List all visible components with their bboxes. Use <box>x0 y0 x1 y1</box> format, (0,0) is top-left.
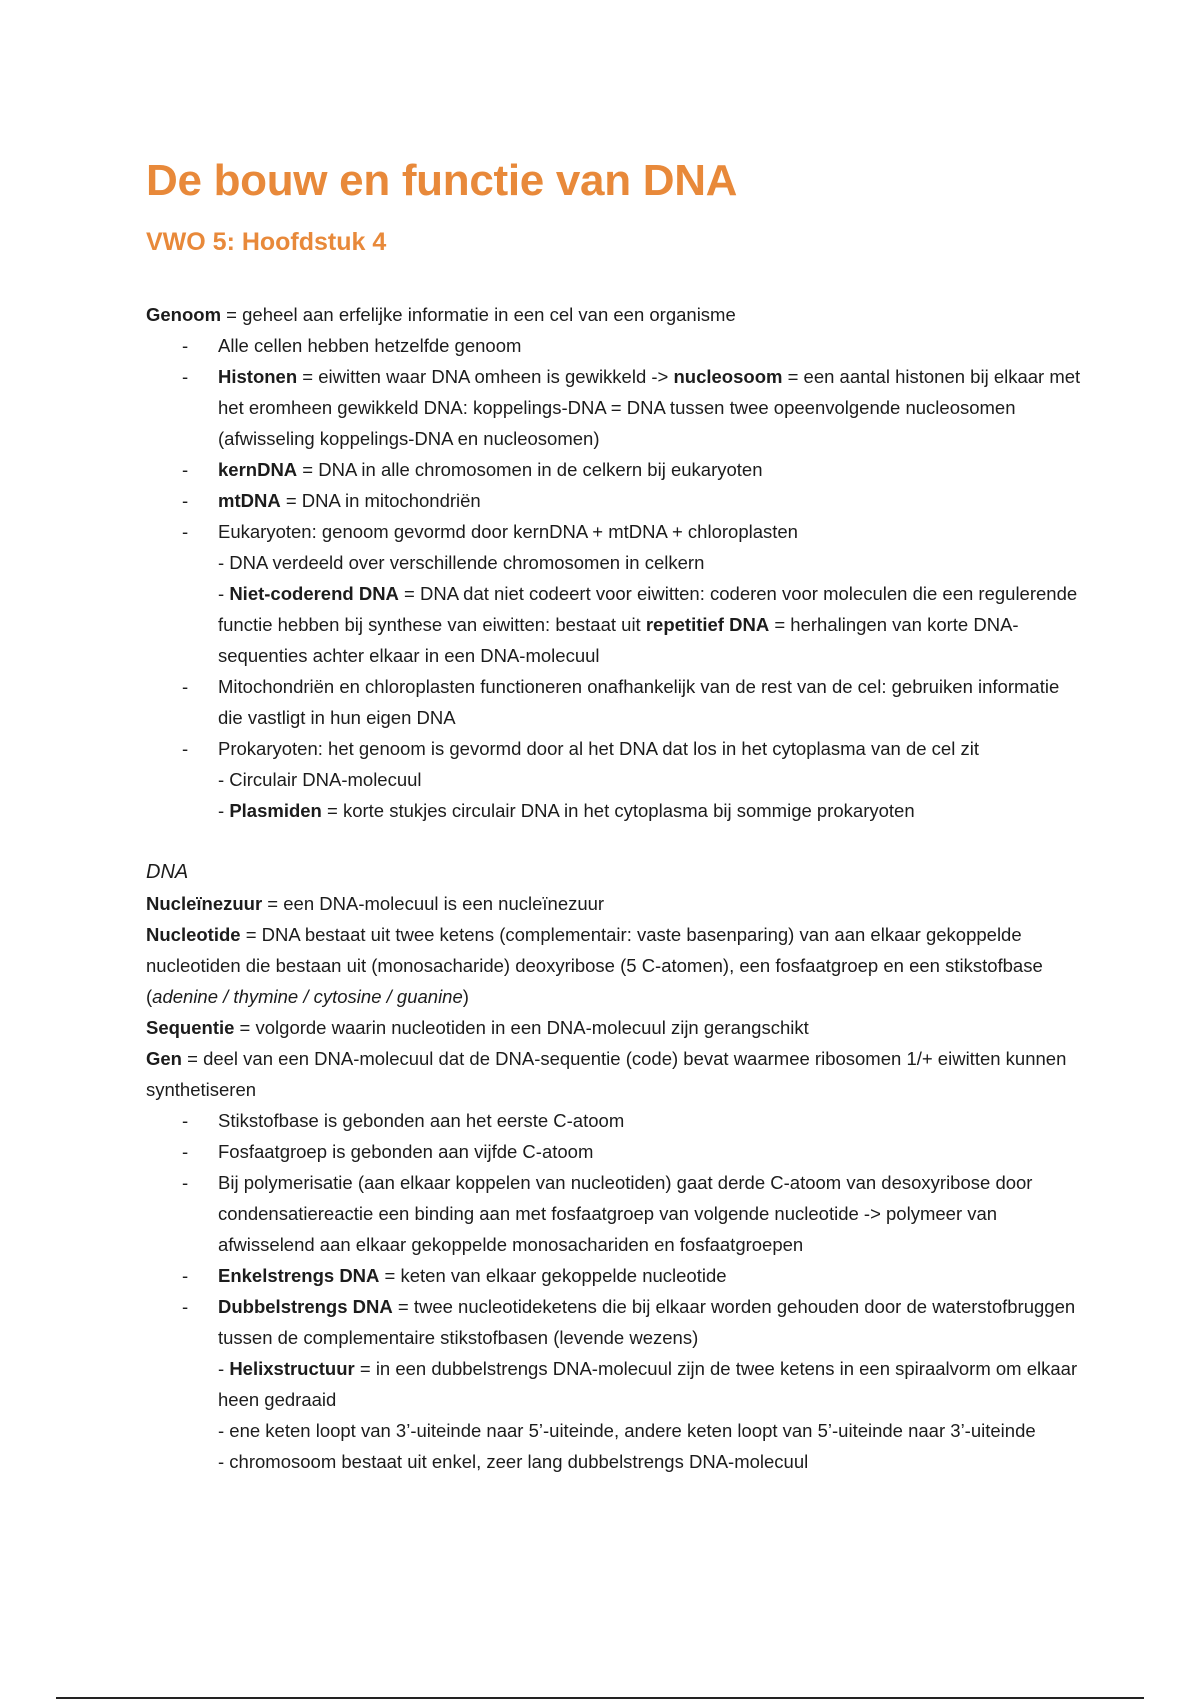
list-item: - kernDNA = DNA in alle chromosomen in de celkern bij eukaryoten <box>146 454 1086 485</box>
document-page <box>146 150 1086 1477</box>
sub-item: - Plasmiden = korte stukjes circulair DNA in het cytoplasma bij sommige prokaryoten <box>218 800 915 821</box>
list-item: - Alle cellen hebben hetzelfde genoom <box>146 330 1086 361</box>
list-item: - Prokaryoten: het genoom is gevormd door al het DNA dat los in het cytoplasma van de cel zit - Circulair DNA-molecuul - Plasmiden = korte stukjes circulair DNA in het cytoplasma bij sommige prokaryoten <box>146 733 1086 826</box>
term-genoom: Genoom <box>146 304 222 325</box>
genoom-definition: Genoom = geheel aan erfelijke informatie in een cel van een organisme <box>146 304 736 325</box>
sequentie-definition: Sequentie = volgorde waarin nucleotiden in een DNA-molecuul zijn gerangschikt <box>146 1017 809 1038</box>
list-item: - Stikstofbase is gebonden aan het eerste C-atoom <box>146 1105 1086 1136</box>
list-item: - mtDNA = DNA in mitochondriën <box>146 485 1086 516</box>
sub-item: - chromosoom bestaat uit enkel, zeer lang dubbelstrengs DNA-molecuul <box>218 1451 809 1472</box>
dna-list <box>146 1105 1086 1477</box>
list-item: - Mitochondriën en chloroplasten functioneren onafhankelijk van de rest van de cel: gebruiken informatie die vastligt in hun eigen DNA <box>146 671 1086 733</box>
page-title: De bouw en functie van DNA <box>146 156 738 205</box>
list-item: - Histonen = eiwitten waar DNA omheen is gewikkeld -> nucleosoom = een aantal histonen bij elkaar met het eromheen gewikkeld DNA: koppelings-DNA = DNA tussen twee opeenvolgende nucleosomen (afwisseling koppelings-DNA en nucleosomen) <box>146 361 1086 454</box>
sub-item: - DNA verdeeld over verschillende chromosomen in celkern <box>218 552 705 573</box>
list-item: - Enkelstrengs DNA = keten van elkaar gekoppelde nucleotide <box>146 1260 1086 1291</box>
list-item: - Fosfaatgroep is gebonden aan vijfde C-atoom <box>146 1136 1086 1167</box>
gen-definition: Gen = deel van een DNA-molecuul dat de DNA-sequentie (code) bevat waarmee ribosomen 1/+ eiwitten kunnen synthetiseren <box>146 1048 1067 1100</box>
section-heading-dna: DNA <box>146 861 189 883</box>
sub-item: - Niet-coderend DNA = DNA dat niet codeert voor eiwitten: coderen voor moleculen die een regulerende functie hebben bij synthese van eiwitten: bestaat uit repetitief DNA = herhalingen van korte DNA-sequenties achter elkaar in een DNA-molecuul <box>218 583 1078 666</box>
list-item: - Dubbelstrengs DNA = twee nucleotideketens die bij elkaar worden gehouden door de waterstofbruggen tussen de complementaire stikstofbasen (levende wezens) - Helixstructuur = in een dubbelstrengs DNA-molecuul zijn de twee ketens in een spiraalvorm om elkaar heen gedraaid - ene keten loopt van 3’-uiteinde naar 5’-uiteinde, andere keten loopt van 5’-uiteinde naar 3’-uiteinde - chromosoom bestaat uit enkel, zeer lang dubbelstrengs DNA-molecuul <box>146 1291 1086 1477</box>
footer-rule <box>56 1697 1144 1699</box>
sub-item: - ene keten loopt van 3’-uiteinde naar 5’-uiteinde, andere keten loopt van 5’-uiteinde naar 3’-uiteinde <box>218 1420 1036 1441</box>
page-subtitle: VWO 5: Hoofdstuk 4 <box>146 228 387 256</box>
sub-item: - Circulair DNA-molecuul <box>218 769 422 790</box>
list-item: - Eukaryoten: genoom gevormd door kernDNA + mtDNA + chloroplasten - DNA verdeeld over verschillende chromosomen in celkern - Niet-coderend DNA = DNA dat niet codeert voor eiwitten: coderen voor moleculen die een regulerende functie hebben bij synthese van eiwitten: bestaat uit repetitief DNA = herhalingen van korte DNA-sequenties achter elkaar in een DNA-molecuul <box>146 516 1086 671</box>
sub-item: - Helixstructuur = in een dubbelstrengs DNA-molecuul zijn de twee ketens in een spiraalvorm om elkaar heen gedraaid <box>218 1358 1078 1410</box>
nucleinezuur-definition: Nucleïnezuur = een DNA-molecuul is een nucleïnezuur <box>146 893 605 914</box>
nucleotide-definition: Nucleotide = DNA bestaat uit twee ketens (complementair: vaste basenparing) van aan elkaar gekoppelde nucleotiden die bestaan uit (monosacharide) deoxyribose (5 C-atomen), een fosfaatgroep en een stikstofbase (adenine / thymine / cytosine / guanine) <box>146 924 1043 1007</box>
genoom-list <box>146 330 1086 826</box>
list-item: - Bij polymerisatie (aan elkaar koppelen van nucleotiden) gaat derde C-atoom van desoxyribose door condensatiereactie een binding aan met fosfaatgroep van volgende nucleotide -> polymeer van afwisselend aan elkaar gekoppelde monosachariden en fosfaatgroepen <box>146 1167 1086 1260</box>
